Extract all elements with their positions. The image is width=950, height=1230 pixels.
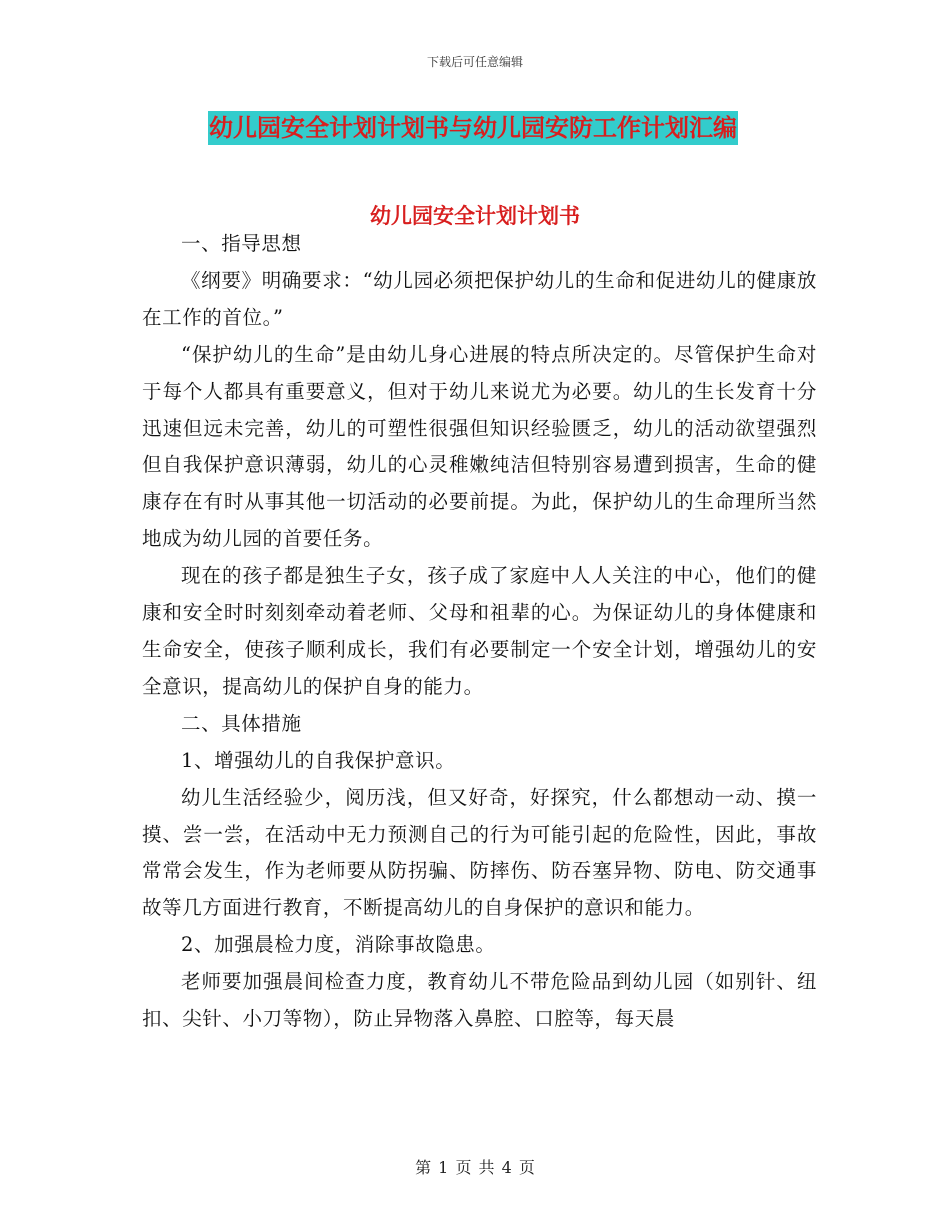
paragraph-self-protection: 幼儿生活经验少，阅历浅，但又好奇，好探究，什么都想动一动、摸一摸、尝一尝，在活动中无力预测自己的行为可能引起的危险性，因此，事故常常会发生，作为老师要从防拐骗、防摔伤、防吞塞异物、防电、防交通事故等几方面进行教育，不断提高幼儿的自身保护的意识和能力。 (142, 785, 817, 920)
header-note: 下载后可任意编辑 (426, 55, 523, 69)
paragraph-morning-check: 老师要加强晨间检查力度，教育幼儿不带危险品到幼儿园（如别针、纽扣、尖针、小刀等物），防止异物落入鼻腔、口腔等，每天晨 (142, 970, 817, 1031)
heading-specific-measures: 二、具体措施 (181, 711, 302, 735)
heading-guiding-ideology: 一、指导思想 (181, 232, 302, 255)
document-title: 幼儿园安全计划计划书与幼儿园安防工作计划汇编 (208, 111, 738, 145)
paragraph-only-children: 现在的孩子都是独生子女，孩子成了家庭中人人关注的中心，他们的健康和安全时时刻刻牵动着老师、父母和祖辈的心。为保证幼儿的身体健康和生命安全，使孩子顺利成长，我们有必要制定一个安全计划，增强幼儿的安全意识，提高幼儿的保护自身的能力。 (142, 564, 817, 698)
paragraph-outline-requirement: 《纲要》明确要求：“幼儿园必须把保护幼儿的生命和促进幼儿的健康放在工作的首位。” (142, 268, 817, 329)
paragraph-protect-life: “保护幼儿的生命”是由幼儿身心进展的特点所决定的。尽管保护生命对于每个人都具有重要意义，但对于幼儿来说尤为必要。幼儿的生长发育十分迅速但远未完善，幼儿的可塑性很强但知识经验匮乏，幼儿的活动欲望强烈但自我保护意识薄弱，幼儿的心灵稚嫩纯洁但特别容易遭到损害，生命的健康存在有时从事其他一切活动的必要前提。为此，保护幼儿的生命理所当然地成为幼儿园的首要任务。 (142, 342, 817, 551)
subheading-self-protection: 1、增强幼儿的自我保护意识。 (181, 748, 456, 772)
document-body (142, 226, 817, 1038)
page-number-footer: 第 1 页 共 4 页 (415, 1158, 535, 1177)
subheading-morning-check: 2、加强晨检力度，消除事故隐患。 (181, 933, 496, 957)
section-title: 幼儿园安全计划计划书 (370, 203, 580, 228)
